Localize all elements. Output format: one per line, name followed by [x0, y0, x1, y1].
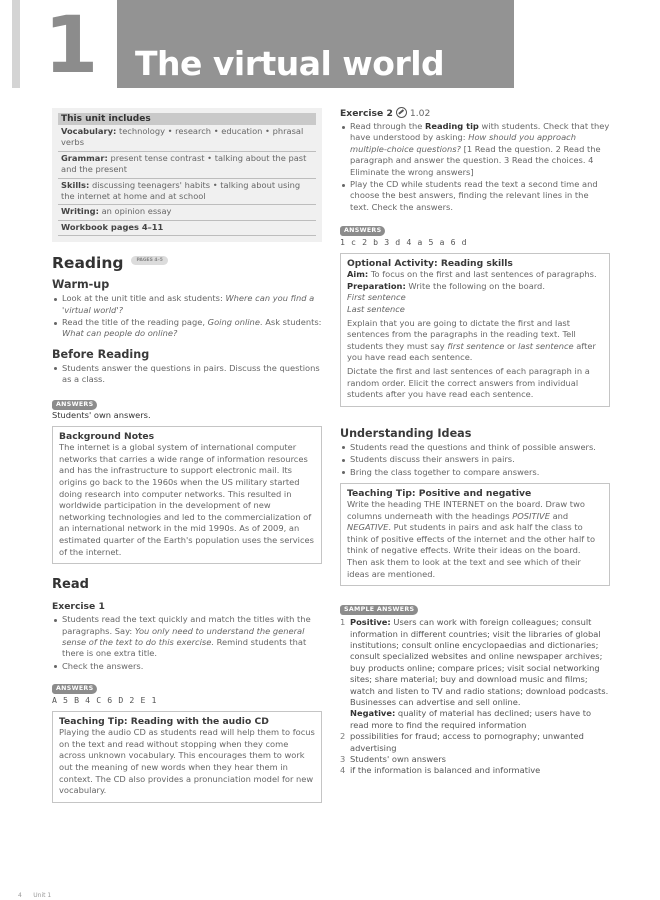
- list-item: 3 Students' own answers: [340, 754, 446, 765]
- answers-text: Students' own answers.: [52, 409, 151, 420]
- exercise1-list: [52, 614, 322, 672]
- warmup-list: [52, 293, 322, 340]
- tip-audio-box: [52, 711, 322, 803]
- warmup-heading: Warm-up: [52, 278, 110, 292]
- before-reading-list: [52, 363, 322, 386]
- sample-answers-list: [340, 617, 610, 777]
- exercise2-list: [340, 121, 610, 213]
- page-footer: 4 Unit 1: [18, 892, 52, 899]
- list-item: Bring the class together to compare answers.: [340, 467, 610, 478]
- unit-includes-box: [52, 108, 322, 242]
- tip-posneg-heading: Teaching Tip: Positive and negative: [347, 488, 532, 499]
- background-notes-text: The internet is a global system of international computer networks that carries a wide range of information resources and has the infrastructure to support electronic mail. Its origins go back to the 1960s when the US military started doing research into computer networks. This resulted in worldwide participation in the development of new networking technologies and led to the commercialization of an international network in the mid 1990s. As of 2009, an estimated quarter of the Earth's population uses the services of the internet.: [59, 442, 314, 557]
- audio-cd-icon: [396, 107, 407, 118]
- list-item: 1 Positive: Users can work with foreign colleagues; consult information in different countries; visit the libraries of global institutions; consult online encyclopaedias and dictionaries; consult specialized websites and online newspaper archives; buy products online; compare prices; visit social networking sites; share material; buy and download music and films; watch and listen to TV and radio stations; download podcasts. Businesses can advertise and sell online. Negative: quality of material has declined; users have to read more to find the required information: [340, 617, 609, 730]
- list-item: Students answer the questions in pairs. Discuss the questions as a class.: [52, 363, 322, 386]
- exercise1-heading: Exercise 1: [52, 601, 105, 613]
- tip-audio-text: Playing the audio CD as students read will help them to focus on the text and read without stopping when they come across unknown vocabulary. This encourages them to work out the meaning of new words when they hear them in context. The CD also provides a pronunciation model for new vocabulary.: [59, 727, 315, 796]
- list-item: Play the CD while students read the text a second time and choose the best answers, finding the relevant lines in the text. Check the answers.: [340, 179, 610, 213]
- reading-section: [52, 254, 322, 564]
- list-item: Check the answers.: [52, 661, 322, 672]
- right-column: [340, 108, 610, 777]
- unit-includes-row: Grammar: present tense contrast • talking about the past and the present: [58, 152, 316, 179]
- page-title: The virtual world: [135, 44, 445, 83]
- tip-posneg-box: Teaching Tip: Positive and negative Write the heading THE INTERNET on the board. Draw two columns underneath with the headings POSITIVE and NEGATIVE. Put students in pairs and ask half the class to think of positive effects of the internet and the other half to think of negative effects. Write their ideas on the board. Then ask them to look at the text and see which of their ideas are mentioned.: [340, 483, 610, 586]
- sample-answers-badge: SAMPLE ANSWERS: [340, 605, 418, 615]
- list-item: Read through the Reading tip with students. Check that they have understood by asking: How should you approach multiple-choice questions? [1 Read the question. 2 Read the paragraph and answer the question. 3 Read the choices. 4 Eliminate the wrong answers]: [340, 121, 610, 178]
- unit-number: 1: [44, 1, 97, 91]
- answers-badge: ANSWERS: [340, 226, 385, 236]
- pages-badge: PAGES 4–5: [131, 256, 167, 265]
- list-item: 4 if the information is balanced and informative: [340, 765, 541, 776]
- list-item: Read the title of the reading page, Going online. Ask students: What can people do online?: [52, 317, 322, 340]
- list-item: Students read the text quickly and match the titles with the paragraphs. Say: You only need to understand the general sense of the text to do this exercise. Remind students that there is one extra title.: [52, 614, 322, 660]
- background-notes-box: [52, 426, 322, 564]
- answers-badge: ANSWERS: [52, 684, 97, 694]
- background-notes-heading: Background Notes: [59, 431, 155, 443]
- workbook-pages: Workbook pages 4–11: [58, 221, 316, 236]
- before-reading-heading: Before Reading: [52, 347, 150, 361]
- tip-audio-heading: Teaching Tip: Reading with the audio CD: [59, 716, 269, 728]
- answers-badge: ANSWERS: [52, 400, 97, 410]
- understanding-list: [340, 442, 610, 478]
- reading-heading: Reading PAGES 4–5: [52, 254, 322, 272]
- understanding-heading: Understanding Ideas: [340, 426, 472, 440]
- exercise2-answers: 1 c 2 b 3 d 4 a 5 a 6 d: [340, 237, 468, 248]
- unit-includes-row: Skills: discussing teenagers' habits • talking about using the internet at home and at school: [58, 179, 316, 206]
- header-side-bar: [12, 0, 20, 88]
- optional-activity-box: Optional Activity: Reading skills Aim: To focus on the first and last sentences of paragraphs. Preparation: Write the following on the board. First sentence Last sentence Explain that you are going to dictate the first and last sentences from the paragraphs in the reading text. Tell students they must say first sentence or last sentence after you have read each sentence. Dictate the first and last sentences of each paragraph in a random order. Elicit the correct answers from individual students after you have read each sentence.: [340, 253, 610, 407]
- read-heading: Read: [52, 577, 89, 593]
- left-column: [52, 108, 322, 803]
- unit-includes-row: Vocabulary: technology • research • education • phrasal verbs: [58, 125, 316, 152]
- exercise2-heading: Exercise 2 1.02: [340, 108, 431, 119]
- exercise1-answers: A 5 B 4 C 6 D 2 E 1: [52, 695, 158, 706]
- title-band: [117, 0, 514, 88]
- unit-includes-row: Writing: an opinion essay: [58, 205, 316, 220]
- list-item: 2 possibilities for fraud; access to pornography; unwanted advertising: [340, 731, 584, 753]
- optional-activity-heading: Optional Activity: Reading skills: [347, 258, 513, 270]
- unit-includes-heading: This unit includes: [58, 113, 316, 125]
- list-item: Students discuss their answers in pairs.: [340, 454, 610, 465]
- list-item: Look at the unit title and ask students: Where can you find a 'virtual world'?: [52, 293, 322, 316]
- read-section: [52, 577, 322, 803]
- list-item: Students read the questions and think of possible answers.: [340, 442, 610, 453]
